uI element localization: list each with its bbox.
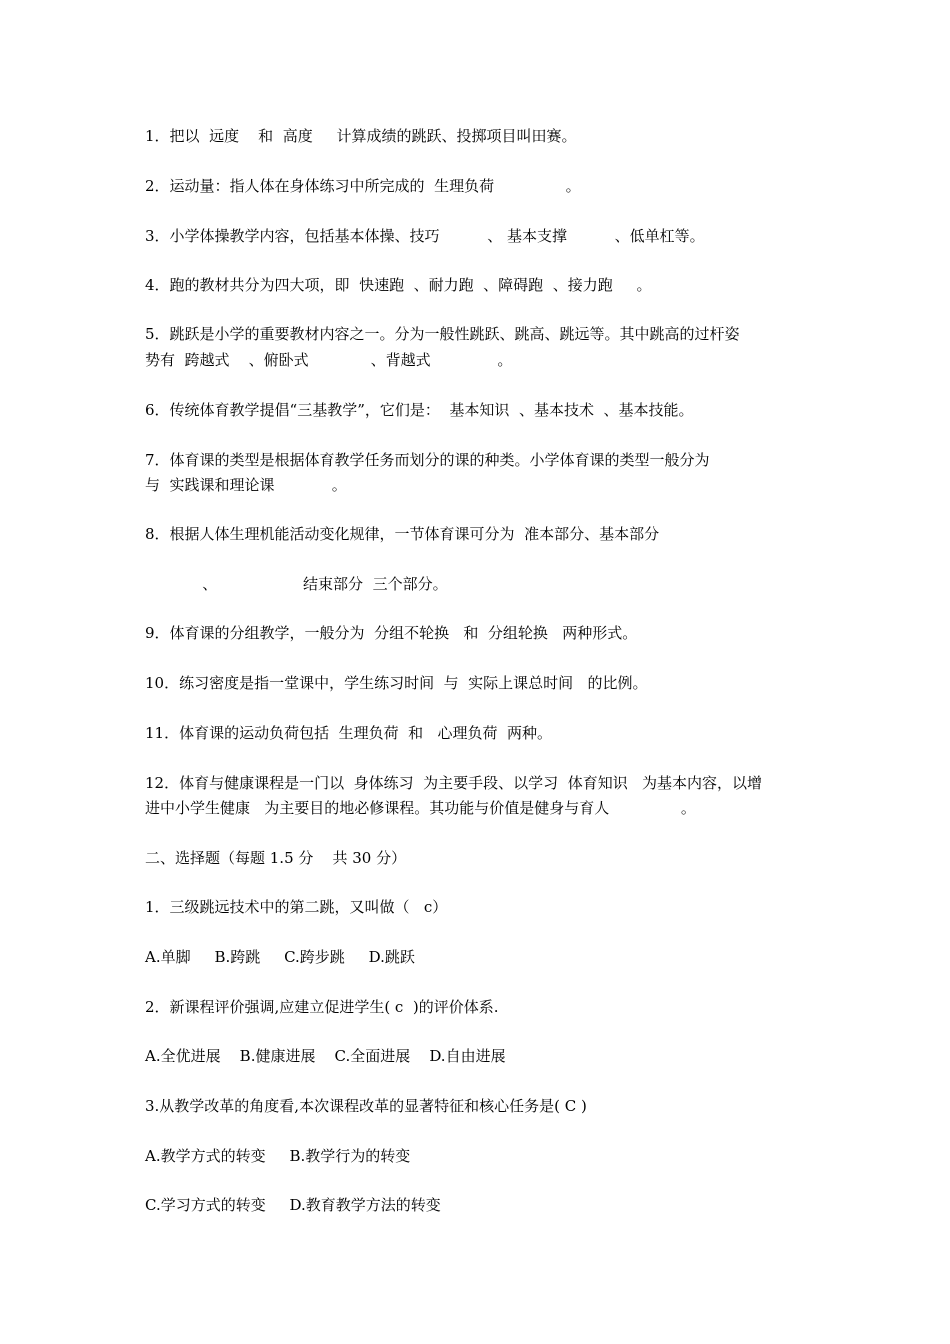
fill-q12-line2: 进中小学生健康 为主要目的地必修课程。其功能与价值是健身与育人 。 <box>145 799 696 817</box>
fill-q9: 9．体育课的分组教学，一般分为 分组不轮换 和 分组轮换 两种形式。 <box>145 624 638 642</box>
fill-q12-line1: 12．体育与健康课程是一门以 身体练习 为主要手段、以学习 体育知识 为基本内容，以增 <box>145 774 763 792</box>
fill-q3: 3．小学体操教学内容，包括基本体操、技巧 、 基本支撑 、低单杠等。 <box>145 227 705 245</box>
fill-q11: 11．体育课的运动负荷包括 生理负荷 和 心理负荷 两种。 <box>145 724 553 742</box>
fill-q4: 4．跑的教材共分为四大项，即 快速跑 、耐力跑 、障碍跑 、接力跑 。 <box>145 276 652 294</box>
fill-q7-line1: 7．体育课的类型是根据体育教学任务而划分的课的种类。小学体育课的类型一般分为 <box>145 451 710 469</box>
fill-q5-line1: 5．跳跃是小学的重要教材内容之一。分为一般性跳跃、跳高、跳远等。其中跳高的过杆姿 <box>145 325 740 343</box>
fill-q8-line2: 、 结束部分 三个部分。 <box>145 575 448 593</box>
fill-q8-line1: 8．根据人体生理机能活动变化规律，一节体育课可分为 准本部分、基本部分 <box>145 525 660 543</box>
choice-q3-options-ab: A.教学方式的转变 B.教学行为的转变 <box>145 1147 411 1165</box>
fill-q5-line2: 势有 跨越式 、俯卧式 、背越式 。 <box>145 351 513 369</box>
fill-q6: 6．传统体育教学提倡“三基教学”，它们是： 基本知识 、基本技术 、基本技能。 <box>145 401 694 419</box>
choice-q3-options-cd: C.学习方式的转变 D.教育教学方法的转变 <box>145 1196 441 1214</box>
fill-q2: 2．运动量：指人体在身体练习中所完成的 生理负荷 。 <box>145 177 581 195</box>
choice-q1: 1．三级跳远技术中的第二跳，又叫做（ c） <box>145 898 448 916</box>
choice-q2: 2．新课程评价强调,应建立促进学生( c )的评价体系. <box>145 998 499 1016</box>
choice-q3: 3.从教学改革的角度看,本次课程改革的显著特征和核心任务是( C ) <box>145 1097 587 1115</box>
section-heading: 二、选择题（每题 1.5 分 共 30 分） <box>145 849 407 867</box>
fill-q1: 1．把以 远度 和 高度 计算成绩的跳跃、投掷项目叫田赛。 <box>145 127 577 145</box>
fill-q7-line2: 与 实践课和理论课 。 <box>145 476 347 494</box>
fill-q10: 10．练习密度是指一堂课中，学生练习时间 与 实际上课总时间 的比例。 <box>145 674 648 692</box>
choice-q1-options: A.单脚 B.跨跳 C.跨步跳 D.跳跃 <box>145 948 415 966</box>
choice-q2-options: A.全优进展 B.健康进展 C.全面进展 D.自由进展 <box>145 1047 506 1065</box>
